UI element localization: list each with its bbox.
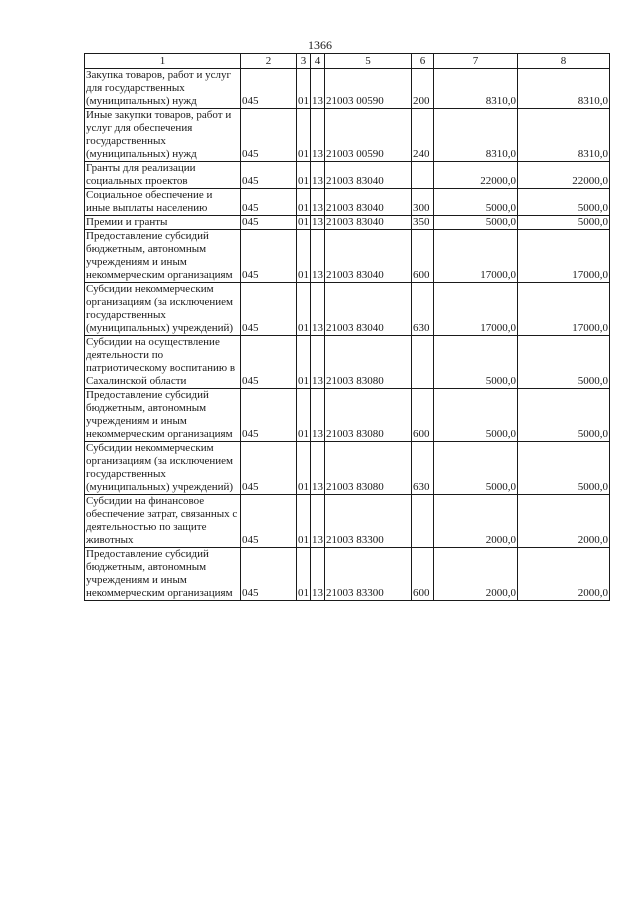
expense-type-cell: 630 xyxy=(412,442,434,495)
amount-cell: 5000,0 xyxy=(518,389,610,442)
subsection-code-cell: 13 xyxy=(311,442,325,495)
section-code-cell: 01 xyxy=(297,283,311,336)
amount-cell: 8310,0 xyxy=(518,69,610,109)
page-number: 1366 xyxy=(308,38,332,52)
amount-cell: 5000,0 xyxy=(434,189,518,216)
ministry-code-cell: 045 xyxy=(241,283,297,336)
section-code-cell: 01 xyxy=(297,548,311,601)
ministry-code-cell: 045 xyxy=(241,162,297,189)
subsection-code-cell: 13 xyxy=(311,336,325,389)
amount-cell: 5000,0 xyxy=(518,336,610,389)
section-code-cell: 01 xyxy=(297,495,311,548)
amount-cell: 22000,0 xyxy=(518,162,610,189)
row-name-cell: Предоставление субсидий бюджетным, автономным учреждениям и иным некоммерческим организациям xyxy=(85,389,241,442)
amount-cell: 5000,0 xyxy=(518,189,610,216)
row-name-cell: Предоставление субсидий бюджетным, автономным учреждениям и иным некоммерческим организациям xyxy=(85,548,241,601)
article-code-cell: 21003 83080 xyxy=(325,442,412,495)
subsection-code-cell: 13 xyxy=(311,189,325,216)
table-row xyxy=(85,189,610,216)
subsection-code-cell: 13 xyxy=(311,495,325,548)
expense-type-cell: 600 xyxy=(412,389,434,442)
amount-cell: 17000,0 xyxy=(518,230,610,283)
section-code-cell: 01 xyxy=(297,230,311,283)
article-code-cell: 21003 83040 xyxy=(325,230,412,283)
article-code-cell: 21003 83300 xyxy=(325,548,412,601)
table-row xyxy=(85,162,610,189)
subsection-code-cell: 13 xyxy=(311,230,325,283)
expense-type-cell: 600 xyxy=(412,548,434,601)
subsection-code-cell: 13 xyxy=(311,283,325,336)
article-code-cell: 21003 83080 xyxy=(325,336,412,389)
expense-type-cell xyxy=(412,495,434,548)
amount-cell: 17000,0 xyxy=(434,283,518,336)
amount-cell: 5000,0 xyxy=(434,442,518,495)
amount-cell: 22000,0 xyxy=(434,162,518,189)
section-code-cell: 01 xyxy=(297,69,311,109)
subsection-code-cell: 13 xyxy=(311,69,325,109)
table-header-row xyxy=(85,54,610,69)
table-row xyxy=(85,548,610,601)
article-code-cell: 21003 83040 xyxy=(325,216,412,230)
amount-cell: 8310,0 xyxy=(434,69,518,109)
table-row xyxy=(85,230,610,283)
row-name-cell: Премии и гранты xyxy=(85,216,241,230)
ministry-code-cell: 045 xyxy=(241,495,297,548)
column-header: 1 xyxy=(85,54,241,69)
amount-cell: 5000,0 xyxy=(518,442,610,495)
row-name-cell: Гранты для реализации социальных проектов xyxy=(85,162,241,189)
ministry-code-cell: 045 xyxy=(241,109,297,162)
table-row xyxy=(85,109,610,162)
article-code-cell: 21003 00590 xyxy=(325,109,412,162)
column-header: 2 xyxy=(241,54,297,69)
article-code-cell: 21003 00590 xyxy=(325,69,412,109)
ministry-code-cell: 045 xyxy=(241,389,297,442)
section-code-cell: 01 xyxy=(297,162,311,189)
table-row xyxy=(85,336,610,389)
table-row xyxy=(85,495,610,548)
row-name-cell: Субсидии на финансовое обеспечение затрат, связанных с деятельностью по защите животных xyxy=(85,495,241,548)
expense-type-cell: 200 xyxy=(412,69,434,109)
column-header: 5 xyxy=(325,54,412,69)
article-code-cell: 21003 83040 xyxy=(325,189,412,216)
expense-type-cell: 350 xyxy=(412,216,434,230)
expense-type-cell: 630 xyxy=(412,283,434,336)
ministry-code-cell: 045 xyxy=(241,230,297,283)
table-row xyxy=(85,216,610,230)
subsection-code-cell: 13 xyxy=(311,389,325,442)
column-header: 3 xyxy=(297,54,311,69)
column-header: 8 xyxy=(518,54,610,69)
ministry-code-cell: 045 xyxy=(241,548,297,601)
row-name-cell: Закупка товаров, работ и услуг для государственных (муниципальных) нужд xyxy=(85,69,241,109)
table-row xyxy=(85,389,610,442)
subsection-code-cell: 13 xyxy=(312,216,323,228)
section-code-cell: 01 xyxy=(298,216,309,228)
amount-cell: 2000,0 xyxy=(518,495,610,548)
column-header: 4 xyxy=(311,54,325,69)
section-code-cell: 01 xyxy=(297,442,311,495)
table-row xyxy=(85,69,610,109)
amount-cell: 5000,0 xyxy=(518,216,610,230)
expense-type-cell xyxy=(412,336,434,389)
row-name-cell: Социальное обеспечение и иные выплаты населению xyxy=(85,189,241,216)
expense-type-cell: 240 xyxy=(412,109,434,162)
ministry-code-cell: 045 xyxy=(241,69,297,109)
article-code-cell: 21003 83040 xyxy=(325,162,412,189)
amount-cell: 2000,0 xyxy=(518,548,610,601)
row-name-cell: Иные закупки товаров, работ и услуг для обеспечения государственных (муниципальных) нужд xyxy=(85,109,241,162)
expense-type-cell xyxy=(412,162,434,189)
ministry-code-cell: 045 xyxy=(241,189,297,216)
ministry-code-cell: 045 xyxy=(241,216,297,230)
amount-cell: 17000,0 xyxy=(518,283,610,336)
article-code-cell: 21003 83040 xyxy=(325,283,412,336)
amount-cell: 8310,0 xyxy=(434,109,518,162)
column-header: 6 xyxy=(412,54,434,69)
article-code-cell: 21003 83300 xyxy=(325,495,412,548)
section-code-cell: 01 xyxy=(297,109,311,162)
row-name-cell: Субсидии некоммерческим организациям (за исключением государственных (муниципальных) учреждений) xyxy=(85,283,241,336)
amount-cell: 5000,0 xyxy=(434,216,518,230)
expense-type-cell: 600 xyxy=(412,230,434,283)
row-name-cell: Субсидии некоммерческим организациям (за исключением государственных (муниципальных) учреждений) xyxy=(85,442,241,495)
amount-cell: 17000,0 xyxy=(434,230,518,283)
table-row xyxy=(85,442,610,495)
ministry-code-cell: 045 xyxy=(241,442,297,495)
amount-cell: 5000,0 xyxy=(434,389,518,442)
amount-cell: 8310,0 xyxy=(518,109,610,162)
table-body xyxy=(85,69,610,601)
article-code-cell: 21003 83080 xyxy=(325,389,412,442)
expense-type-cell: 300 xyxy=(412,189,434,216)
section-code-cell: 01 xyxy=(297,336,311,389)
section-code-cell: 01 xyxy=(297,389,311,442)
ministry-code-cell: 045 xyxy=(241,336,297,389)
amount-cell: 2000,0 xyxy=(434,548,518,601)
subsection-code-cell: 13 xyxy=(311,548,325,601)
subsection-code-cell: 13 xyxy=(311,162,325,189)
subsection-code-cell: 13 xyxy=(311,109,325,162)
budget-table xyxy=(84,53,610,601)
amount-cell: 2000,0 xyxy=(434,495,518,548)
row-name-cell: Субсидии на осуществление деятельности по патриотическому воспитанию в Сахалинской области xyxy=(85,336,241,389)
amount-cell: 5000,0 xyxy=(434,336,518,389)
row-name-cell: Предоставление субсидий бюджетным, автономным учреждениям и иным некоммерческим организациям xyxy=(85,230,241,283)
section-code-cell: 01 xyxy=(297,189,311,216)
column-header: 7 xyxy=(434,54,518,69)
table-row xyxy=(85,283,610,336)
